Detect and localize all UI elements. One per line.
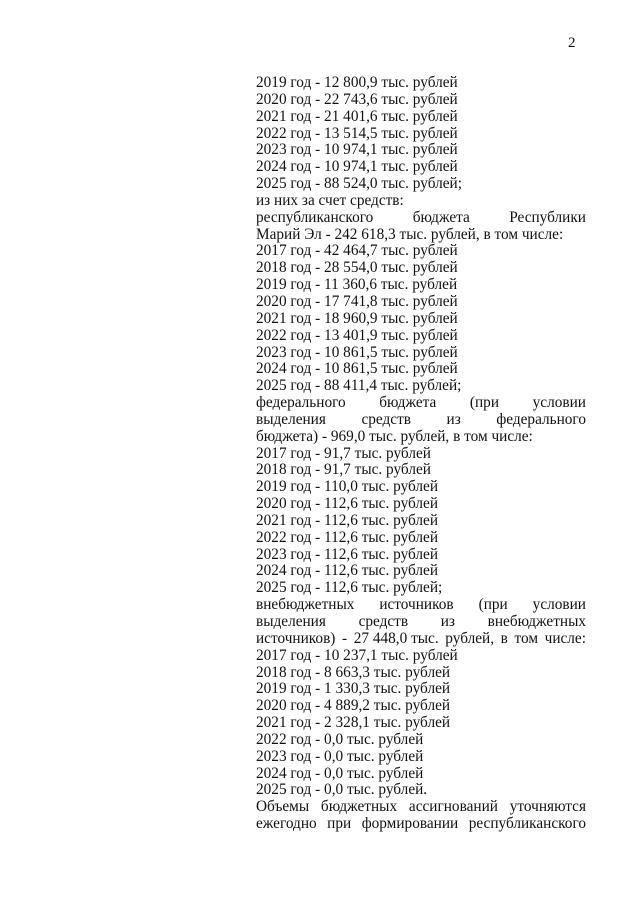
word: источников (379, 596, 454, 614)
text-line: 2021 год - 21 401,6 тыс. рублей (256, 107, 458, 125)
word: средств (358, 613, 409, 630)
republican-budget-total: Марий Эл - 242 618,3 тыс. рублей, в том числе: (256, 225, 564, 243)
closing-line-2 (256, 816, 586, 833)
word: республиканского (468, 815, 586, 833)
word: федерального (496, 410, 586, 428)
text-line: 2020 год - 112,6 тыс. рублей (256, 495, 439, 513)
text-line: 2025 год - 88 524,0 тыс. рублей; (256, 175, 462, 193)
text-line: 2024 год - 10 974,1 тыс. рублей (256, 158, 458, 176)
text-line: 2018 год - 91,7 тыс. рублей (256, 461, 431, 479)
word: уточняются (509, 798, 586, 816)
text-line: 2025 год - 88 411,4 тыс. рублей; (256, 377, 462, 395)
text-line: 2020 год - 22 743,6 тыс. рублей (256, 90, 458, 108)
text-line: 2023 год - 10 974,1 тыс. рублей (256, 141, 458, 159)
text-line: 2024 год - 0,0 тыс. рублей (256, 764, 424, 782)
word: источников) (256, 629, 336, 647)
funding-text (256, 75, 586, 833)
text-line: 2020 год - 17 741,8 тыс. рублей (256, 292, 458, 310)
text-line: 2018 год - 28 554,0 тыс. рублей (256, 259, 458, 277)
word: средств (361, 410, 411, 428)
republican-budget-heading (256, 210, 586, 227)
text-line: 2024 год - 112,6 тыс. рублей (256, 562, 439, 580)
text-line: 2022 год - 13 514,5 тыс. рублей (256, 124, 458, 142)
word: ежегодно (256, 815, 317, 833)
text-line: 2018 год - 8 663,3 тыс. рублей (256, 663, 451, 681)
text-line: 2019 год - 1 330,3 тыс. рублей (256, 680, 451, 698)
word: из (446, 410, 461, 428)
word: при (327, 815, 352, 833)
word: выделения (256, 410, 326, 428)
word: внебюджетных (256, 596, 355, 614)
text-line: 2019 год - 110,0 тыс. рублей (256, 478, 439, 496)
text-line: 2023 год - 0,0 тыс. рублей (256, 747, 424, 765)
text-line: 2021 год - 112,6 тыс. рублей (256, 511, 439, 529)
text-line: 2021 год - 2 328,1 тыс. рублей (256, 714, 451, 732)
text-line: 2024 год - 10 861,5 тыс. рублей (256, 360, 458, 378)
text-line: 2022 год - 13 401,9 тыс. рублей (256, 326, 458, 344)
text-line: 2025 год - 112,6 тыс. рублей; (256, 579, 443, 597)
word: числе: (544, 629, 586, 647)
word: федерального (256, 394, 346, 412)
federal-budget-heading (256, 395, 586, 412)
page-number: 2 (568, 35, 576, 51)
text-line: 2023 год - 10 861,5 тыс. рублей (256, 343, 458, 361)
federal-budget-heading-2 (256, 412, 586, 429)
word: республиканского (256, 208, 374, 226)
text-line: 2023 год - 112,6 тыс. рублей (256, 545, 439, 563)
word: формировании (361, 815, 459, 833)
word: бюджета (412, 208, 470, 226)
word: бюджета (379, 394, 437, 412)
text-line: 2017 год - 10 237,1 тыс. рублей (256, 646, 458, 664)
word: из (440, 613, 455, 630)
word: (при (478, 596, 508, 614)
word: Объемы (256, 798, 310, 816)
text-line: 2019 год - 11 360,6 тыс. рублей (256, 276, 458, 294)
extrabudget-heading-2 (256, 614, 586, 631)
text-line: 2022 год - 112,6 тыс. рублей (256, 528, 439, 546)
word: условии (532, 596, 586, 614)
word: том (514, 629, 539, 647)
text-line: 2017 год - 42 464,7 тыс. рублей (256, 242, 458, 260)
extrabudget-total (256, 631, 586, 648)
closing-line-1 (256, 799, 586, 816)
word: 27 448,0 тыс. (353, 629, 439, 647)
text-line: 2025 год - 0,0 тыс. рублей. (256, 781, 428, 799)
word: - (342, 629, 348, 647)
word: в (500, 629, 508, 647)
text-line: 2020 год - 4 889,2 тыс. рублей (256, 697, 451, 715)
word: выделения (256, 613, 326, 630)
text-line: из них за счет средств: (256, 191, 404, 209)
word: (при (469, 394, 500, 412)
federal-budget-total: бюджета) - 969,0 тыс. рублей, в том числе: (256, 427, 533, 445)
text-line: 2017 год - 91,7 тыс. рублей (256, 444, 431, 462)
word: рублей, (445, 629, 495, 647)
word: бюджетных (320, 798, 398, 816)
word: условии (532, 394, 586, 412)
word: внебюджетных (487, 613, 586, 630)
word: ассигнований (408, 798, 498, 816)
text-line: 2019 год - 12 800,9 тыс. рублей (256, 74, 458, 91)
extrabudget-heading (256, 597, 586, 614)
word: Республики (509, 208, 586, 226)
text-line: 2021 год - 18 960,9 тыс. рублей (256, 309, 458, 327)
text-line: 2022 год - 0,0 тыс. рублей (256, 730, 424, 748)
